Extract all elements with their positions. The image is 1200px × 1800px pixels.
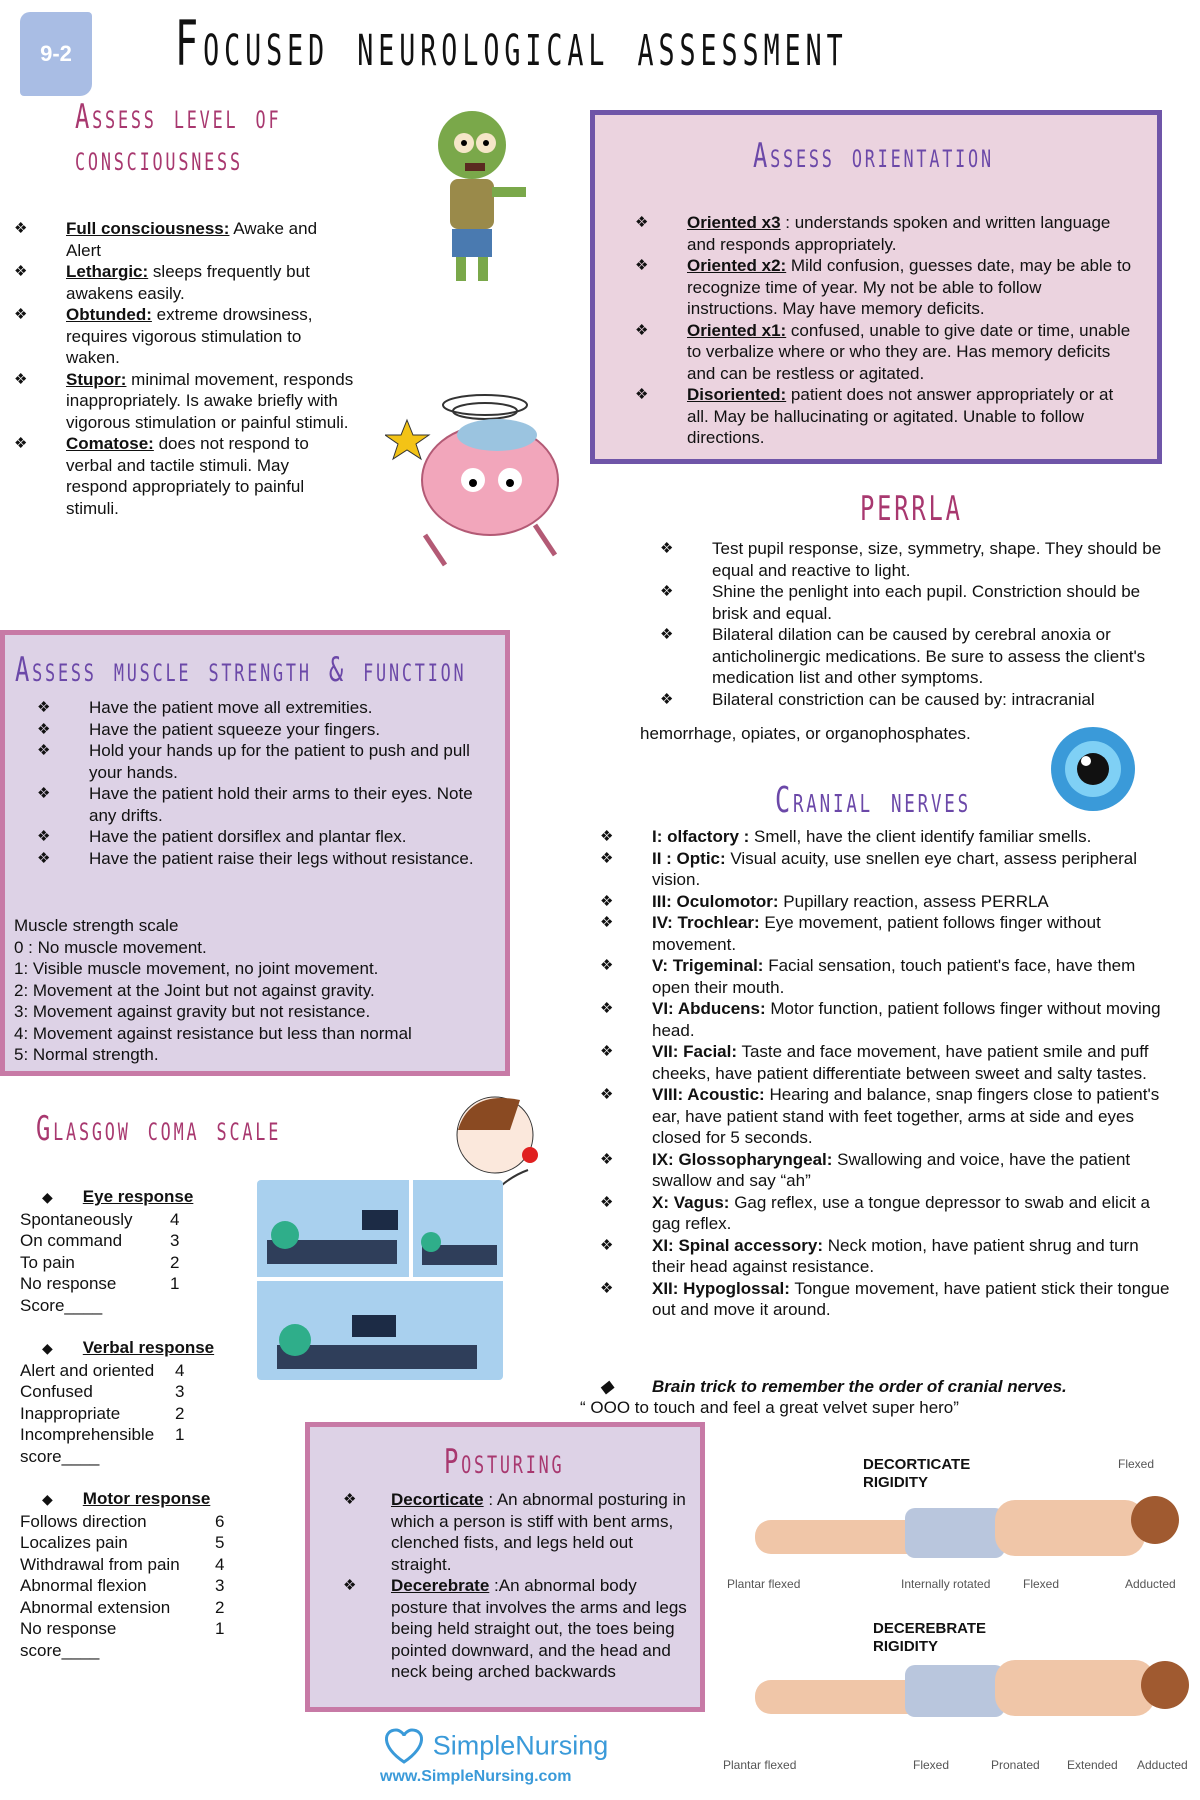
orientation-list bbox=[635, 212, 1135, 449]
list-item: ❖ Oriented x2: Mild confusion, guesses date, may be able to recognize time of year. My not be able to follow instructions. May have memory deficits. bbox=[635, 256, 1132, 318]
bullet-icon: ❖ bbox=[600, 1000, 614, 1017]
list-item: ❖ X: Vagus: Gag reflex, use a tongue depressor to swab and elicit a gag reflex. bbox=[600, 1192, 1150, 1233]
gcs-eye-section bbox=[20, 1186, 250, 1316]
list-item: ❖ Have the patient raise their legs without resistance. bbox=[37, 848, 474, 868]
gcs-motor-section bbox=[20, 1488, 250, 1661]
gcs-score-field[interactable]: score____ bbox=[20, 1640, 100, 1660]
list-item: ❖ Full consciousness: Awake and Alert bbox=[14, 219, 318, 260]
eye-icon bbox=[1048, 725, 1138, 813]
dizzy-brain-illustration bbox=[385, 385, 580, 570]
bullet-icon: ❖ bbox=[635, 321, 649, 339]
bullet-icon: ❖ bbox=[600, 957, 614, 974]
scale-row: 1: Visible muscle movement, no joint movement. bbox=[14, 959, 379, 978]
muscle-scale-title: Muscle strength scale bbox=[14, 916, 179, 935]
figure-label: Adducted bbox=[1137, 1758, 1188, 1772]
gcs-row: Abnormal flexion 3 bbox=[20, 1576, 225, 1595]
bullet-icon: ◆ bbox=[42, 1491, 53, 1507]
figure-label: Flexed bbox=[1118, 1457, 1155, 1471]
figure-label: Pronated bbox=[991, 1758, 1040, 1772]
list-item: ❖ Obtunded: extreme drowsiness, requires vigorous stimulation to waken. bbox=[14, 305, 313, 367]
gcs-row: Localizes pain 5 bbox=[20, 1533, 225, 1552]
bullet-icon: ◆ bbox=[42, 1340, 53, 1356]
bullet-icon: ❖ bbox=[37, 720, 51, 738]
list-item: ❖ Bilateral constriction can be caused by: intracranial bbox=[660, 689, 1095, 709]
bullet-icon: ❖ bbox=[660, 626, 674, 643]
gcs-row: No response 1 bbox=[20, 1619, 225, 1638]
bullet-icon: ❖ bbox=[635, 214, 649, 231]
list-item: ❖ VII: Facial: Taste and face movement, have patient smile and puff cheeks, have patient differentiate between sweet and salty tastes. bbox=[600, 1042, 1149, 1083]
gcs-row: To pain 2 bbox=[20, 1252, 180, 1272]
simplenursing-logo: SimpleNursing www.SimpleNursing.com bbox=[380, 1726, 650, 1788]
bullet-icon: ❖ bbox=[37, 699, 51, 716]
posturing-box bbox=[305, 1422, 705, 1712]
gcs-row: On command 3 bbox=[20, 1231, 180, 1250]
cranial-list bbox=[600, 826, 1175, 1321]
scale-row: 0 : No muscle movement. bbox=[14, 937, 207, 957]
scale-row: 4: Movement against resistance but less than normal bbox=[14, 1023, 412, 1043]
list-item: ❖ IX: Glossopharyngeal: Swallowing and voice, have the patient swallow and say “ah” bbox=[600, 1149, 1131, 1190]
gcs-score-field[interactable]: score____ bbox=[20, 1446, 100, 1466]
gcs-score-field[interactable]: Score____ bbox=[20, 1295, 103, 1315]
list-item: ❖ I: olfactory : Smell, have the client identify familiar smells. bbox=[600, 827, 1092, 846]
perrla-heading: PERRLA bbox=[860, 489, 963, 529]
list-item: ❖ Stupor: minimal movement, responds inappropriately. Is awake briefly with vigorous stimulation or painful stimuli. bbox=[14, 369, 354, 432]
bullet-icon: ❖ bbox=[343, 1491, 357, 1508]
list-item: ❖ Disoriented: patient does not answer appropriately or at all. May be hallucinating or agitated. Unable to follow directions. bbox=[635, 385, 1114, 447]
gcs-row: Alert and oriented 4 bbox=[20, 1360, 185, 1380]
zombie-illustration bbox=[420, 105, 535, 285]
gcs-verbal-title: ◆ Verbal response bbox=[42, 1338, 215, 1357]
bullet-icon: ❖ bbox=[600, 849, 614, 867]
decorticate-title: DECORTICATE RIGIDITY bbox=[863, 1456, 971, 1491]
gcs-row: Spontaneously 4 bbox=[20, 1209, 180, 1229]
hospital-patient-illustration bbox=[257, 1180, 503, 1380]
muscle-list bbox=[37, 697, 497, 869]
gcs-row: No response 1 bbox=[20, 1274, 180, 1293]
gcs-row: Incomprehensible 1 bbox=[20, 1425, 185, 1444]
orientation-heading: Assess orientation bbox=[753, 136, 994, 176]
bullet-icon: ❖ bbox=[635, 257, 649, 274]
scale-row: 2: Movement at the Joint but not against gravity. bbox=[14, 980, 375, 1000]
cranial-mnemonic: “ OOO to touch and feel a great velvet super hero” bbox=[580, 1398, 959, 1417]
bullet-icon: ❖ bbox=[600, 828, 614, 845]
bullet-icon: ❖ bbox=[660, 690, 674, 708]
list-item: ❖ III: Oculomotor: Pupillary reaction, assess PERRLA bbox=[600, 891, 1049, 911]
muscle-box bbox=[0, 630, 510, 1076]
cranial-trick: ◆ Brain trick to remember the order of cranial nerves. bbox=[600, 1377, 1067, 1396]
figure-label: Flexed bbox=[1023, 1577, 1060, 1591]
gcs-row: Abnormal extension 2 bbox=[20, 1597, 225, 1617]
bullet-icon: ❖ bbox=[600, 1043, 614, 1060]
figure-label: Extended bbox=[1067, 1758, 1118, 1772]
decerebrate-title: DECEREBRATE RIGIDITY bbox=[873, 1620, 987, 1655]
list-item: ❖ Oriented x3 : understands spoken and written language and responds appropriately. bbox=[635, 213, 1111, 254]
gcs-motor-title: ◆ Motor response bbox=[42, 1489, 211, 1508]
list-item: ❖ XII: Hypoglossal: Tongue movement, have patient stick their tongue out and move it around. bbox=[600, 1278, 1170, 1319]
page-badge: 9-2 bbox=[20, 12, 92, 96]
figure-label: Plantar flexed bbox=[723, 1758, 797, 1772]
list-item: ❖ V: Trigeminal: Facial sensation, touch patient's face, have them open their mouth. bbox=[600, 956, 1136, 997]
figure-label: Internally rotated bbox=[901, 1577, 991, 1591]
list-item: ❖ Comatose: does not respond to verbal and tactile stimuli. May respond appropriately to painful stimuli. bbox=[14, 434, 309, 518]
bullet-icon: ❖ bbox=[600, 1150, 614, 1168]
list-item: ❖ Have the patient squeeze your fingers. bbox=[37, 719, 381, 739]
list-item: ❖ Oriented x1: confused, unable to give date or time, unable to verbalize where or who they are. Has memory deficits and can be restless or agitated. bbox=[635, 320, 1131, 383]
list-item: ❖ Have the patient move all extremities. bbox=[37, 698, 373, 717]
bullet-icon: ◆ bbox=[42, 1189, 53, 1205]
page-title: Focused neurological assessment bbox=[175, 7, 848, 80]
bullet-icon: ❖ bbox=[343, 1577, 357, 1594]
bullet-icon: ❖ bbox=[14, 435, 28, 452]
bullet-icon: ❖ bbox=[14, 306, 28, 323]
bullet-icon: ❖ bbox=[600, 1279, 614, 1297]
bullet-icon: ❖ bbox=[600, 892, 614, 910]
bullet-icon: ❖ bbox=[600, 1236, 614, 1254]
list-item: ❖ VI: Abducens: Motor function, patient follows finger without moving head. bbox=[600, 999, 1161, 1040]
bullet-icon: ❖ bbox=[635, 386, 649, 403]
list-item: ❖ XI: Spinal accessory: Neck motion, have patient shrug and turn their head against resistance. bbox=[600, 1235, 1139, 1276]
heart-stethoscope-icon bbox=[380, 1726, 428, 1766]
loc-list bbox=[14, 218, 354, 519]
bullet-icon: ❖ bbox=[37, 849, 51, 867]
bullet-icon: ❖ bbox=[600, 1086, 614, 1103]
bullet-icon: ❖ bbox=[14, 220, 28, 237]
figure-label: Adducted bbox=[1125, 1577, 1176, 1591]
bullet-icon: ❖ bbox=[600, 1193, 614, 1211]
bullet-icon: ❖ bbox=[37, 785, 51, 802]
website-link[interactable]: www.SimpleNursing.com bbox=[380, 1768, 572, 1785]
list-item: ❖ Lethargic: sleeps frequently but awakens easily. bbox=[14, 262, 310, 303]
glasgow-scale bbox=[20, 1186, 250, 1661]
scale-row: 5: Normal strength. bbox=[14, 1045, 159, 1064]
bullet-icon: ❖ bbox=[14, 370, 28, 388]
bullet-icon: ❖ bbox=[600, 914, 614, 931]
list-item: ❖ VIII: Acoustic: Hearing and balance, snap fingers close to patient's ear, have patient stand with feet together, arms at side and eyes closed for 5 seconds. bbox=[600, 1085, 1160, 1147]
gcs-row: Inappropriate 2 bbox=[20, 1403, 185, 1423]
loc-heading: Assess level of consciousness bbox=[75, 97, 282, 179]
bullet-icon: ❖ bbox=[37, 828, 51, 845]
perrla-continuation: hemorrhage, opiates, or organophosphates. bbox=[640, 724, 971, 743]
list-item: ❖ Bilateral dilation can be caused by cerebral anoxia or anticholinergic medications. Be sure to assess the client's medication list and other symptoms. bbox=[660, 625, 1146, 687]
figure-label: Plantar flexed bbox=[727, 1577, 801, 1591]
perrla-list bbox=[660, 538, 1170, 710]
bullet-icon: ❖ bbox=[660, 583, 674, 600]
scale-row: 3: Movement against gravity but not resistance. bbox=[14, 1002, 371, 1021]
list-item: ❖ Have the patient hold their arms to their eyes. Note any drifts. bbox=[37, 784, 473, 825]
list-item: ❖ II : Optic: Visual acuity, use snellen eye chart, assess peripheral vision. bbox=[600, 848, 1138, 889]
posture-bodies-illustration bbox=[735, 1460, 1195, 1750]
list-item: ❖ Decorticate : An abnormal posturing in which a person is stiff with bent arms, clenched fists, and legs held out straight. bbox=[343, 1490, 686, 1574]
list-item: ❖ Decerebrate :An abnormal body posture that involves the arms and legs being held straight out, the toes being pointed downward, and the head and neck being arched backwards bbox=[343, 1576, 687, 1681]
list-item: ❖ Have the patient dorsiflex and plantar flex. bbox=[37, 827, 407, 846]
bullet-icon: ❖ bbox=[660, 540, 674, 557]
muscle-heading: Assess muscle strength & function bbox=[15, 650, 467, 690]
gcs-row: Follows direction 6 bbox=[20, 1511, 225, 1531]
bullet-icon: ❖ bbox=[14, 263, 28, 280]
gcs-row: Confused 3 bbox=[20, 1382, 185, 1401]
posturing-list bbox=[343, 1489, 698, 1683]
list-item: ❖ IV: Trochlear: Eye movement, patient follows finger without movement. bbox=[600, 913, 1101, 954]
gcs-eye-title: ◆ Eye response bbox=[42, 1187, 194, 1206]
orientation-box bbox=[590, 110, 1162, 464]
bullet-icon: ❖ bbox=[37, 742, 51, 759]
posture-figure bbox=[715, 1440, 1200, 1770]
cranial-heading: Cranial nerves bbox=[775, 780, 971, 821]
glasgow-heading: Glasgow coma scale bbox=[36, 1109, 282, 1149]
list-item: ❖ Test pupil response, size, symmetry, shape. They should be equal and reactive to light. bbox=[660, 539, 1162, 580]
figure-label: Flexed bbox=[913, 1758, 950, 1772]
gcs-verbal-section bbox=[20, 1337, 250, 1467]
list-item: ❖ Shine the penlight into each pupil. Constriction should be brisk and equal. bbox=[660, 582, 1141, 623]
muscle-scale bbox=[14, 915, 412, 1066]
posturing-heading: Posturing bbox=[444, 1442, 565, 1482]
list-item: ❖ Hold your hands up for the patient to push and pull your hands. bbox=[37, 741, 470, 782]
gcs-row: Withdrawal from pain 4 bbox=[20, 1554, 225, 1574]
